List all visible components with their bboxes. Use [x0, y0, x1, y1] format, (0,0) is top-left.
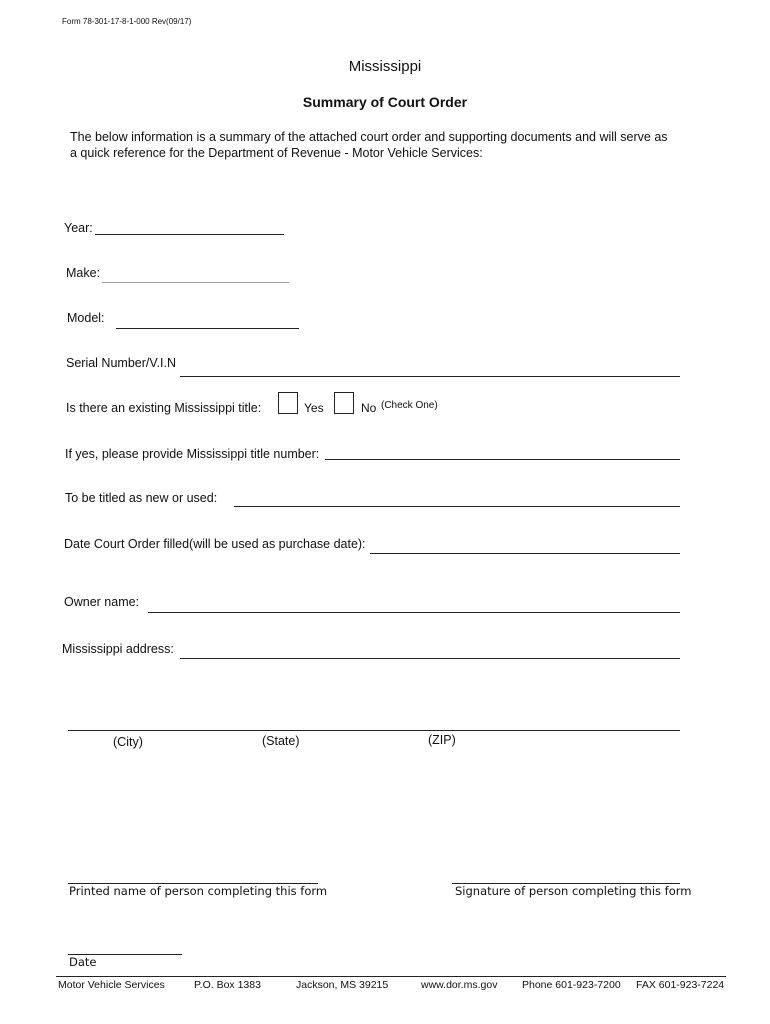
title-number-label: If yes, please provide Mississippi title number:: [65, 447, 320, 461]
intro-text-line-1: The below information is a summary of the attached court order and supporting documents and will serve as: [70, 130, 668, 144]
no-checkbox[interactable]: [334, 392, 354, 414]
signature-label: Signature of person completing this form: [455, 884, 692, 898]
date-filed-field[interactable]: [370, 553, 680, 554]
date-label: Date: [69, 955, 97, 969]
make-field[interactable]: [102, 282, 289, 283]
existing-title-label: Is there an existing Mississippi title:: [66, 401, 262, 415]
owner-name-label: Owner name:: [64, 595, 140, 609]
city-state-zip-field[interactable]: [68, 730, 680, 731]
yes-label: Yes: [304, 401, 324, 415]
state-title: Mississippi: [348, 58, 422, 75]
owner-name-field[interactable]: [148, 612, 680, 613]
footer-website[interactable]: www.dor.ms.gov: [421, 979, 498, 991]
address-label: Mississippi address:: [62, 642, 174, 656]
year-field[interactable]: [95, 234, 284, 235]
year-label: Year:: [64, 221, 93, 235]
date-filed-label: Date Court Order filled(will be used as purchase date):: [64, 537, 366, 551]
footer-po-box: P.O. Box 1383: [194, 979, 261, 991]
footer-city: Jackson, MS 39215: [296, 979, 389, 991]
serial-number-field[interactable]: [180, 376, 680, 377]
model-label: Model:: [67, 311, 105, 325]
state-label: (State): [262, 734, 300, 748]
footer-dept: Motor Vehicle Services: [58, 979, 165, 991]
footer-phone: Phone 601-923-7200: [522, 979, 621, 991]
zip-label: (ZIP): [428, 733, 456, 747]
document-title: Summary of Court Order: [302, 94, 468, 110]
address-field[interactable]: [180, 658, 680, 659]
new-or-used-field[interactable]: [234, 506, 680, 507]
make-label: Make:: [66, 266, 101, 280]
intro-text-line-2: a quick reference for the Department of Revenue - Motor Vehicle Services:: [70, 146, 483, 160]
check-one-note: (Check One): [381, 400, 438, 411]
model-field[interactable]: [116, 328, 299, 329]
form-number: Form 78-301-17-8-1-000 Rev(09/17): [62, 17, 192, 26]
footer-fax: FAX 601-923-7224: [636, 979, 725, 991]
printed-name-label: Printed name of person completing this form: [69, 884, 328, 898]
serial-number-label: Serial Number/V.I.N: [66, 356, 176, 370]
footer-divider: [56, 976, 726, 977]
title-number-field[interactable]: [325, 459, 680, 460]
no-label: No: [361, 401, 377, 415]
yes-checkbox[interactable]: [278, 392, 298, 414]
city-label: (City): [113, 735, 143, 749]
new-or-used-label: To be titled as new or used:: [65, 491, 218, 505]
